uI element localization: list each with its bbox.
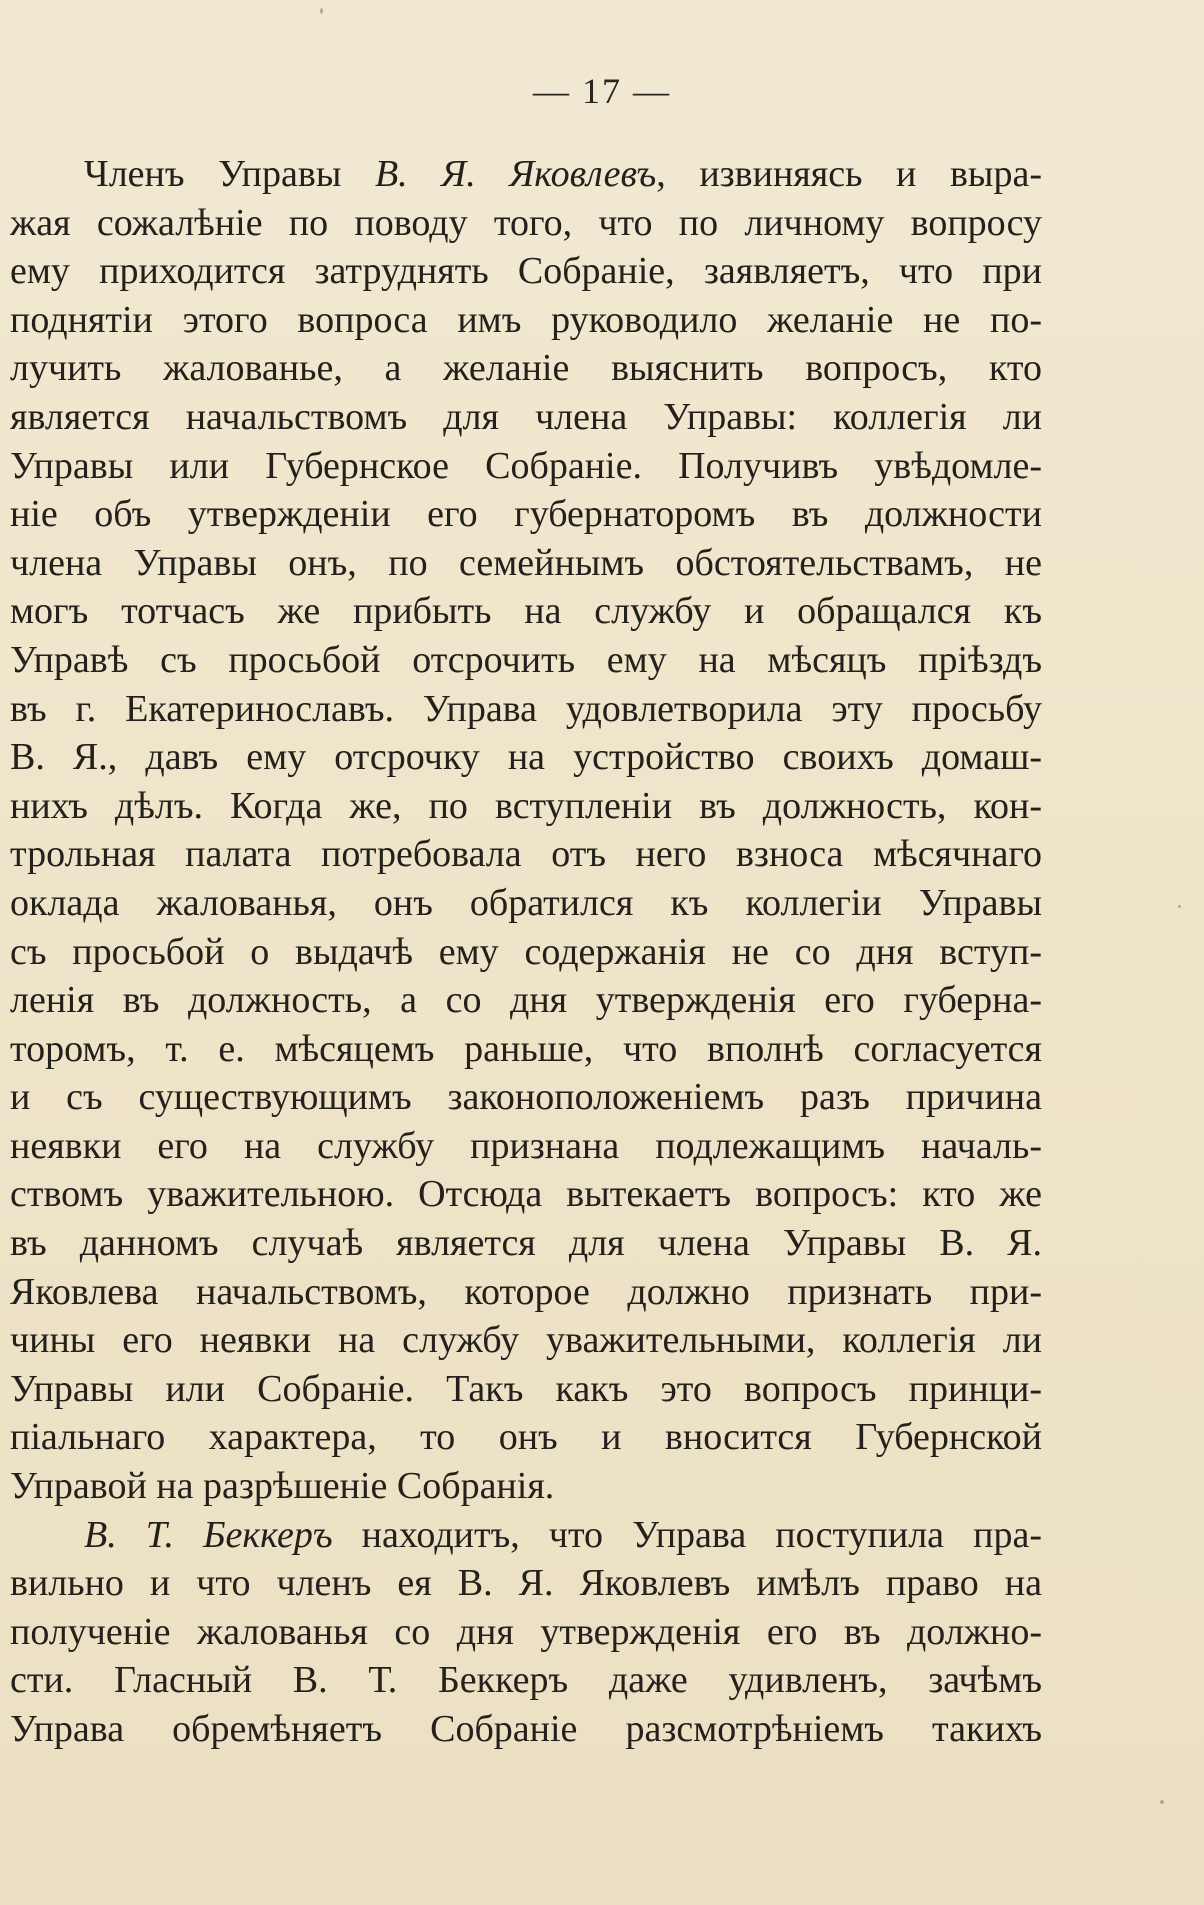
text-line: Управа обремѣняетъ Собраніе разсмотрѣніемъ такихъ [10, 1708, 1042, 1750]
text-line: Управой на разрѣшеніе Собранія. [10, 1465, 555, 1508]
text-line: съ просьбой о выдачѣ ему содержанія не со дня вступ- [10, 930, 1042, 973]
text-line: вильно и что членъ ея В. Я. Яковлевъ имѣлъ право на [10, 1562, 1042, 1605]
speaker-name: В. Т. Беккеръ [84, 1513, 333, 1556]
text-line: Управы или Собраніе. Такъ какъ это вопросъ принци- [10, 1367, 1042, 1410]
text-line: Членъ Управы В. Я. Яковлевъ, извиняясь и выра- [84, 153, 1042, 195]
paragraph-1 [10, 150, 1042, 1511]
text-line: члена Управы онъ, по семейнымъ обстоятельствамъ, не [10, 541, 1042, 584]
text-line: полученіе жалованья со дня утвержденія его въ должно- [10, 1610, 1042, 1653]
text-line: В. Т. Беккеръ находитъ, что Управа поступила пра- [84, 1513, 1042, 1556]
text-line: піальнаго характера, то онъ и вносится Губернской [10, 1416, 1042, 1459]
speaker-name: В. Я. Яковлевъ [374, 153, 657, 195]
text-line: въ г. Екатеринославъ. Управа удовлетворила эту просьбу [10, 687, 1042, 730]
text-line: В. Я., давъ ему отсрочку на устройство своихъ домаш- [10, 736, 1042, 779]
text-line: Яковлева начальствомъ, которое должно признать при- [10, 1270, 1042, 1313]
text-line: лучить жалованье, а желаніе выяснить вопросъ, кто [10, 347, 1042, 390]
text-line: торомъ, т. е. мѣсяцемъ раньше, что вполнѣ согласуется [10, 1027, 1042, 1070]
text-line: трольная палата потребовала отъ него взноса мѣсячнаго [10, 833, 1042, 876]
text-line: оклада жалованья, онъ обратился къ коллегіи Управы [10, 881, 1042, 924]
text-line: Управы или Губернское Собраніе. Получивъ увѣдомле- [10, 444, 1042, 487]
text-line: нихъ дѣлъ. Когда же, по вступленіи въ должность, кон- [10, 784, 1042, 827]
text-line: Управѣ съ просьбой отсрочить ему на мѣсяцъ пріѣздъ [10, 638, 1042, 681]
page-number: — 17 — [533, 71, 671, 111]
paper-speck [1178, 905, 1181, 908]
text-line: поднятіи этого вопроса имъ руководило желаніе не по- [10, 298, 1042, 341]
text-line: ленія въ должность, а со дня утвержденія его губерна- [10, 979, 1042, 1022]
text-line: могъ тотчасъ же прибыть на службу и обращался къ [10, 590, 1042, 633]
text-line: неявки его на службу признана подлежащимъ началь- [10, 1124, 1042, 1167]
text-line: сти. Гласный В. Т. Беккеръ даже удивленъ, зачѣмъ [10, 1659, 1042, 1702]
text-line: ніе объ утвержденіи его губернаторомъ въ должности [10, 493, 1042, 536]
paper-speck [1160, 1800, 1164, 1804]
text-line: чины его неявки на службу уважительными, коллегія ли [10, 1319, 1042, 1362]
text-line: и съ существующимъ законоположеніемъ разъ причина [10, 1076, 1042, 1119]
text-line: ствомъ уважительною. Отсюда вытекаетъ вопросъ: кто же [10, 1173, 1042, 1216]
text-line: ему приходится затруднять Собраніе, заявляетъ, что при [10, 250, 1042, 293]
body-text [10, 150, 1042, 1754]
paragraph-2 [10, 1511, 1042, 1754]
paper-speck [320, 8, 323, 14]
text-line: жая сожалѣніе по поводу того, что по личному вопросу [10, 201, 1042, 244]
text-line: является начальствомъ для члена Управы: коллегія ли [10, 395, 1042, 438]
text-line: въ данномъ случаѣ является для члена Управы В. Я. [10, 1222, 1042, 1265]
